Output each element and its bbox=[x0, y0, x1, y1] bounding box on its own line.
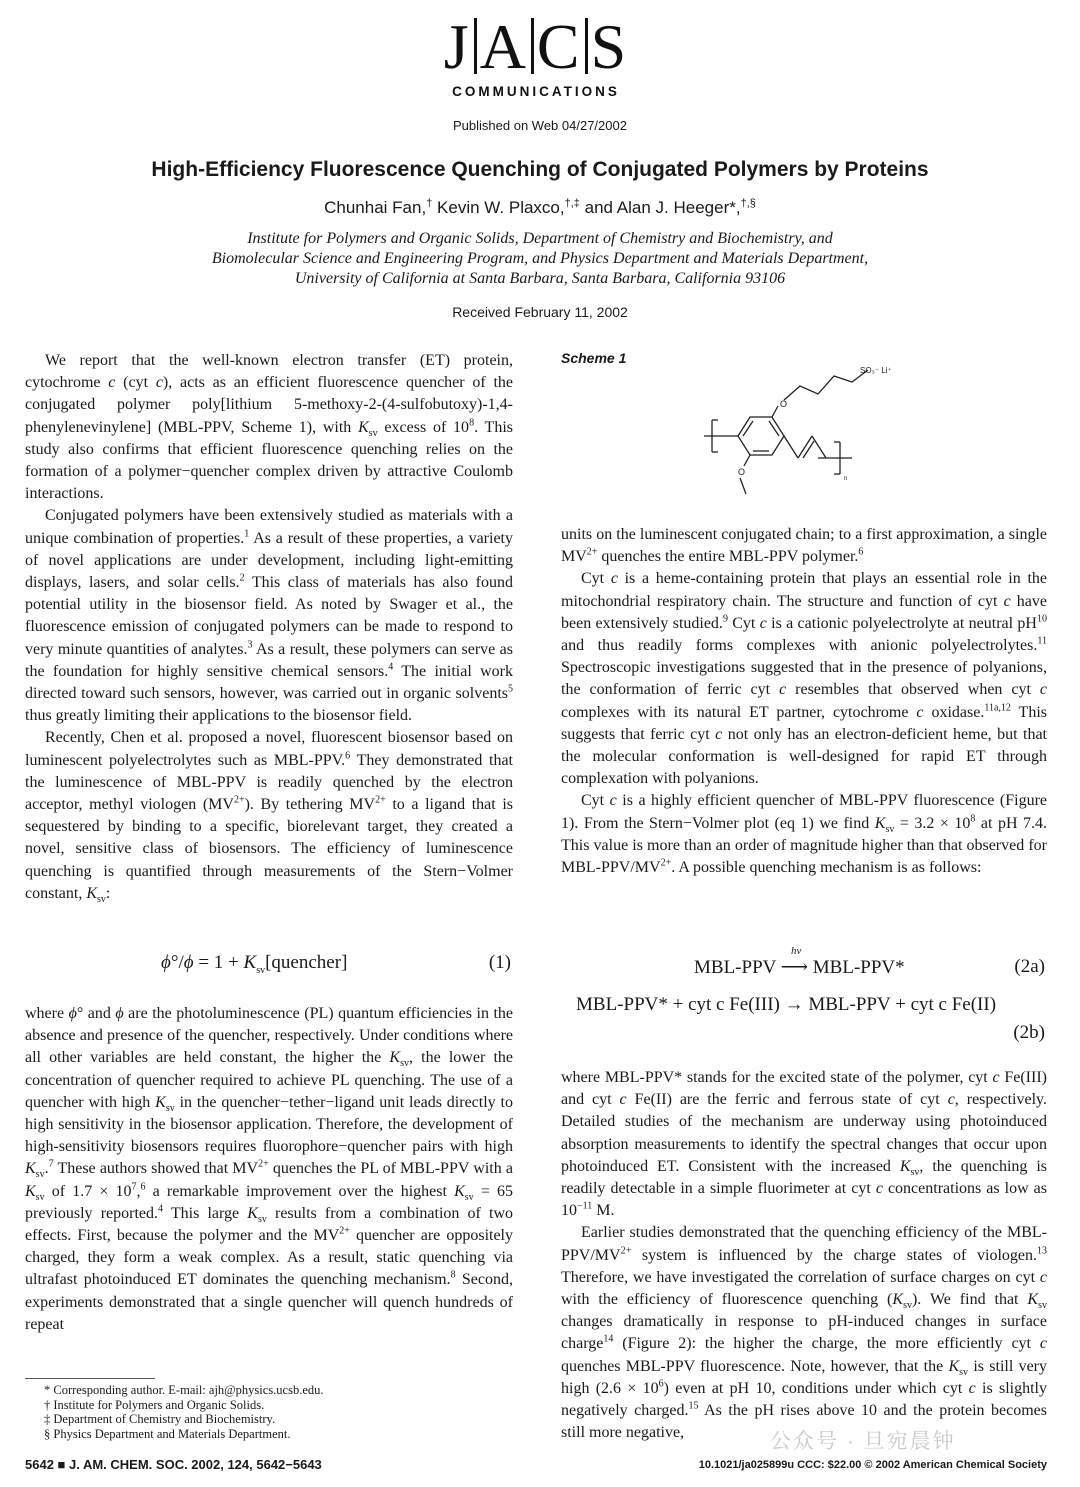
sulfonate-label: SO₃⁻ Li⁺ bbox=[860, 366, 892, 375]
paragraph: units on the luminescent conjugated chain; to a first approximation, a single $MV^{2+}$ quenches the entire MBL-PPV polymer.$^6$ bbox=[561, 526, 1047, 566]
affiliation: Institute for Polymers and Organic Solids, Department of Chemistry and Biochemistry, and Biomolecular Science and Engineering Program, and Physics Department and Materials Department, University of California at Santa Barbara, Santa Barbara, California 93106 bbox=[211, 230, 869, 287]
equation-number: (1) bbox=[488, 952, 511, 973]
left-column-top bbox=[25, 350, 513, 905]
watermark: 公众号 · 旦宛晨钟 bbox=[770, 1430, 956, 1453]
article-title: High-Efficiency Fluorescence Quenching of Conjugated Polymers by Proteins bbox=[151, 158, 929, 181]
paragraph: Conjugated polymers have been extensively studied as materials with a unique combination of properties.$^1$ As a result of these properties, a variety of novel applications are under development, including light-emitting displays, lasers, and solar cells.$^2$ This class of materials has also found potential utility in the biosensor field. As noted by Swager et al., the fluorescence emission of conjugated polymers can be made to respond to very minute quantities of analytes.$^3$ As a result, these polymers can serve as the foundation for highly sensitive chemical sensors.$^4$ The initial work directed toward such sensors, however, was carried out in organic solvents$^5$ thus greatly limiting their applications to the biosensor field. bbox=[25, 507, 513, 725]
published-date: Published on Web 04/27/2002 bbox=[453, 118, 627, 133]
journal-logo bbox=[436, 12, 636, 107]
paragraph: We report that the well-known electron transfer (ET) protein, cytochrome c (cyt c), acts as an efficient fluorescence quencher of the conjugated polymer poly[lithium 5-methoxy-2-(4-sulfobutoxy)-1,4-phenylenevinylene] (MBL-PPV, Scheme 1), with $K_{sv}$ excess of $10^8$. This study also confirms that efficient fluorescence quenching relies on the formation of a polymer−quencher complex driven by attractive Coulomb interactions. bbox=[25, 352, 514, 503]
svg-text:O: O bbox=[738, 467, 746, 477]
logo-letter: A bbox=[479, 11, 528, 82]
svg-text:O: O bbox=[780, 399, 788, 409]
paragraph: where MBL-PPV* stands for the excited state of the polymer, cyt c Fe(III) and cyt c Fe(II) are the ferric and ferrous state of cyt c, respectively. Detailed studies of the mechanism are underway using photoinduced absorption measurements to identify the spectral changes that occur upon photoinduced ET. Consistent with the increased $K_{sv}$, the quenching is readily detectable in a simple fluorimeter at cyt c concentrations as low as $10^{-11}$ M. bbox=[561, 1069, 1048, 1220]
left-column-bottom bbox=[25, 1003, 513, 1336]
equation-number: (2b) bbox=[1013, 1022, 1045, 1043]
logo-letter: J bbox=[443, 11, 471, 82]
paragraph: Cyt c is a highly efficient quencher of MBL-PPV fluorescence (Figure 1). From the Stern−Volmer plot (eq 1) we find $K_{sv} = 3.2 \times 10^8$ at pH 7.4. This value is more than an order of magnitude higher than that observed for MBL-$PPV/MV^{2+}$. A possible quenching mechanism is as follows: bbox=[561, 792, 1048, 877]
equation-2a: MBL-PPV ⟶ MBL-PPV* hν (2a) bbox=[694, 945, 1045, 978]
logo-letter: S bbox=[590, 11, 629, 82]
footnote-divider bbox=[25, 1378, 155, 1379]
scheme-label: Scheme 1 bbox=[561, 350, 627, 366]
page-footer-doi: 10.1021/ja025899u CCC: $22.00 © 2002 American Chemical Society bbox=[698, 1459, 1047, 1471]
right-column-b bbox=[561, 1067, 1047, 1444]
footnote: ‡ Department of Chemistry and Biochemistry. bbox=[44, 1412, 276, 1426]
received-date: Received February 11, 2002 bbox=[452, 304, 628, 320]
footnote: * Corresponding author. E-mail: ajh@physics.ucsb.edu. bbox=[44, 1383, 324, 1397]
equation-2b: MBL-PPV* + cyt c Fe(III) → MBL-PPV + cyt c Fe(II) (2b) bbox=[576, 994, 1045, 1043]
logo-letter: C bbox=[536, 11, 582, 82]
author-list: Chunhai Fan,† Kevin W. Plaxco,†,‡ and Alan J. Heeger*,†,§ bbox=[324, 197, 756, 217]
mbl-ppv-structure-diagram bbox=[700, 360, 920, 505]
svg-text:n: n bbox=[844, 476, 848, 482]
footnote: § Physics Department and Materials Department. bbox=[44, 1426, 291, 1441]
logo-subtitle: COMMUNICATIONS bbox=[452, 84, 620, 99]
footnote: † Institute for Polymers and Organic Solids. bbox=[44, 1397, 265, 1412]
equation-number: (2a) bbox=[1014, 956, 1045, 977]
right-column-a bbox=[561, 524, 1047, 879]
footnotes bbox=[44, 1383, 514, 1441]
paragraph: Earlier studies demonstrated that the quenching efficiency of the MBL-$PPV/MV^{2+}$ system is influenced by the charge states of viologen.$^{13}$ Therefore, we have investigated the correlation of surface charges on cyt c with the efficiency of fluorescence quenching $(K_{sv})$. We find that $K_{sv}$ changes dramatically in response to pH-induced changes in surface charge$^{14}$ (Figure 2): the higher the charge, the more efficiently cyt c quenches MBL-PPV fluorescence. Note, however, that the $K_{sv}$ is still very high $(2.6 \times 10^6)$ even at pH 10, conditions under which cyt c is slightly negatively charged.$^{15}$ As the pH rises above 10 and the protein becomes still more negative, bbox=[561, 1224, 1048, 1442]
equation-1: $\phi^\circ/\phi = 1 + K_{sv}[quencher]$ (1) bbox=[161, 952, 511, 976]
paragraph: where ϕ° and ϕ are the photoluminescence (PL) quantum efficiencies in the absence and presence of the quencher, respectively. Under conditions where all other variables are held constant, the higher the $K_{sv}$, the lower the concentration of quencher required to achieve PL quenching. The use of a quencher with high $K_{sv}$ in the quencher−tether−ligand unit leads directly to high sensitivity in the biosensor application. Therefore, the development of high-sensitivity biosensors requires fluorophore−quencher pairs with high $K_{sv}.^7$ These authors showed that $MV^{2+}$ quenches the PL of MBL-PPV with a $K_{sv}$ of $1.7 \times 10^7,^6$ a remarkable improvement over the highest $K_{sv} = 65$ previously reported.$^4$ This large $K_{sv}$ results from a combination of two effects. First, because the polymer and the $MV^{2+}$ quencher are oppositely charged, they form a weak complex. As a result, static quenching via ultrafast photoinduced ET dominates the quenching mechanism.$^8$ Second, experiments demonstrated that a single quencher will quench hundreds of repeat bbox=[25, 1005, 514, 1333]
page-footer-citation: 5642 ■ J. AM. CHEM. SOC. 2002, 124, 5642−5643 bbox=[25, 1457, 322, 1472]
paragraph: Recently, Chen et al. proposed a novel, fluorescent biosensor based on luminescent polyelectrolytes such as MBL-PPV.$^6$ They demonstrated that the luminescence of MBL-PPV is readily quenched by the electron acceptor, methyl viologen $(MV^{2+})$. By tethering $MV^{2+}$ to a ligand that is sequestered by binding to a specific, biorelevant target, they created a novel, sensitive class of biosensors. The efficiency of luminescence quenching is quantified through measurements of the Stern−Volmer constant, $K_{sv}$: bbox=[25, 729, 514, 906]
paragraph: Cyt c is a heme-containing protein that plays an essential role in the mitochondrial respiratory chain. The structure and function of cyt c have been extensively studied.$^9$ Cyt c is a cationic polyelectrolyte at neutral $pH^{10}$ and thus readily forms complexes with anionic polyelectrolytes.$^{11}$ Spectroscopic investigations suggested that in the presence of polyanions, the conformation of ferric cyt c resembles that observed when cyt c complexes with its natural ET partner, cytochrome c oxidase.$^{11a,12}$ This suggests that ferric cyt c not only has an electron-deficient heme, but that the molecular conformation is well-designed for rapid ET through complexation with polyanions. bbox=[561, 570, 1048, 788]
